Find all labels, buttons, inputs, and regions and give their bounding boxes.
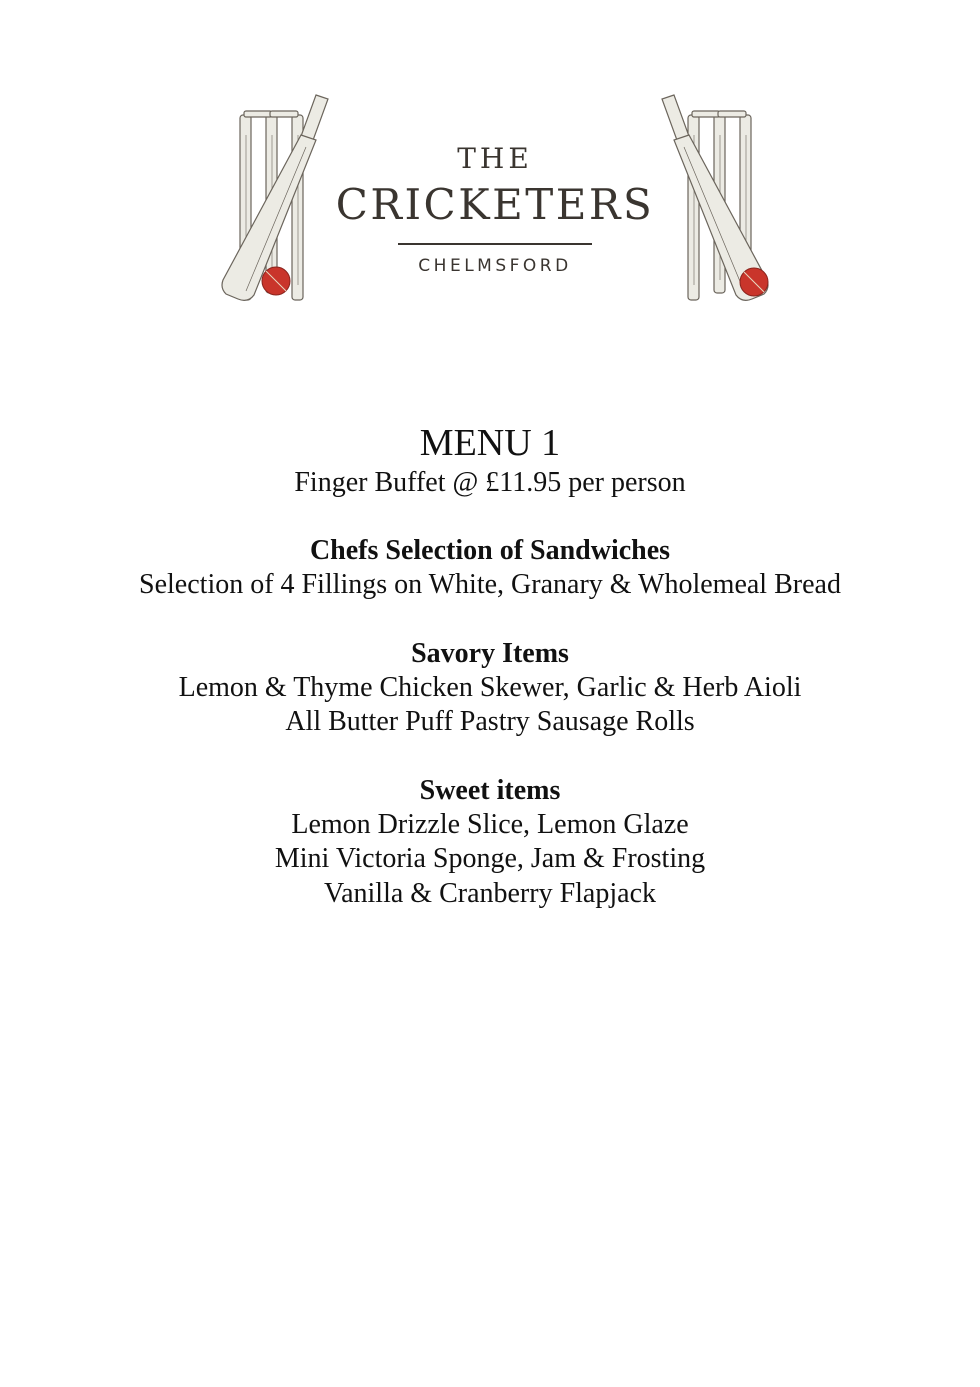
section-heading: Sweet items	[419, 774, 561, 806]
logo-wordmark	[310, 85, 680, 310]
menu-item: Lemon & Thyme Chicken Skewer, Garlic & Herb Aioli	[178, 671, 802, 703]
section-heading: Chefs Selection of Sandwiches	[309, 535, 671, 566]
section-sandwiches	[0, 534, 980, 603]
logo-town: CHELMSFORD	[418, 256, 572, 276]
section-sweet	[0, 774, 980, 912]
logo-divider	[398, 243, 592, 245]
logo	[210, 85, 780, 310]
section-savory	[0, 637, 980, 740]
menu-item: Vanilla & Cranberry Flapjack	[323, 877, 656, 909]
section-heading: Savory Items	[411, 637, 569, 669]
menu-subtitle: Finger Buffet @ £11.95 per person	[294, 467, 686, 498]
menu-item: Mini Victoria Sponge, Jam & Frosting	[274, 843, 706, 874]
menu-item: All Butter Puff Pastry Sausage Rolls	[285, 706, 695, 737]
cricket-bat-stumps-right-icon	[660, 85, 780, 310]
menu-item: Lemon Drizzle Slice, Lemon Glaze	[291, 808, 689, 840]
logo-name: CRICKETERS	[335, 180, 655, 229]
menu-title: MENU 1	[419, 422, 561, 464]
menu	[0, 420, 980, 911]
menu-item: Selection of 4 Fillings on White, Granary & Wholemeal Bread	[139, 569, 841, 600]
logo-the: THE	[457, 142, 533, 175]
